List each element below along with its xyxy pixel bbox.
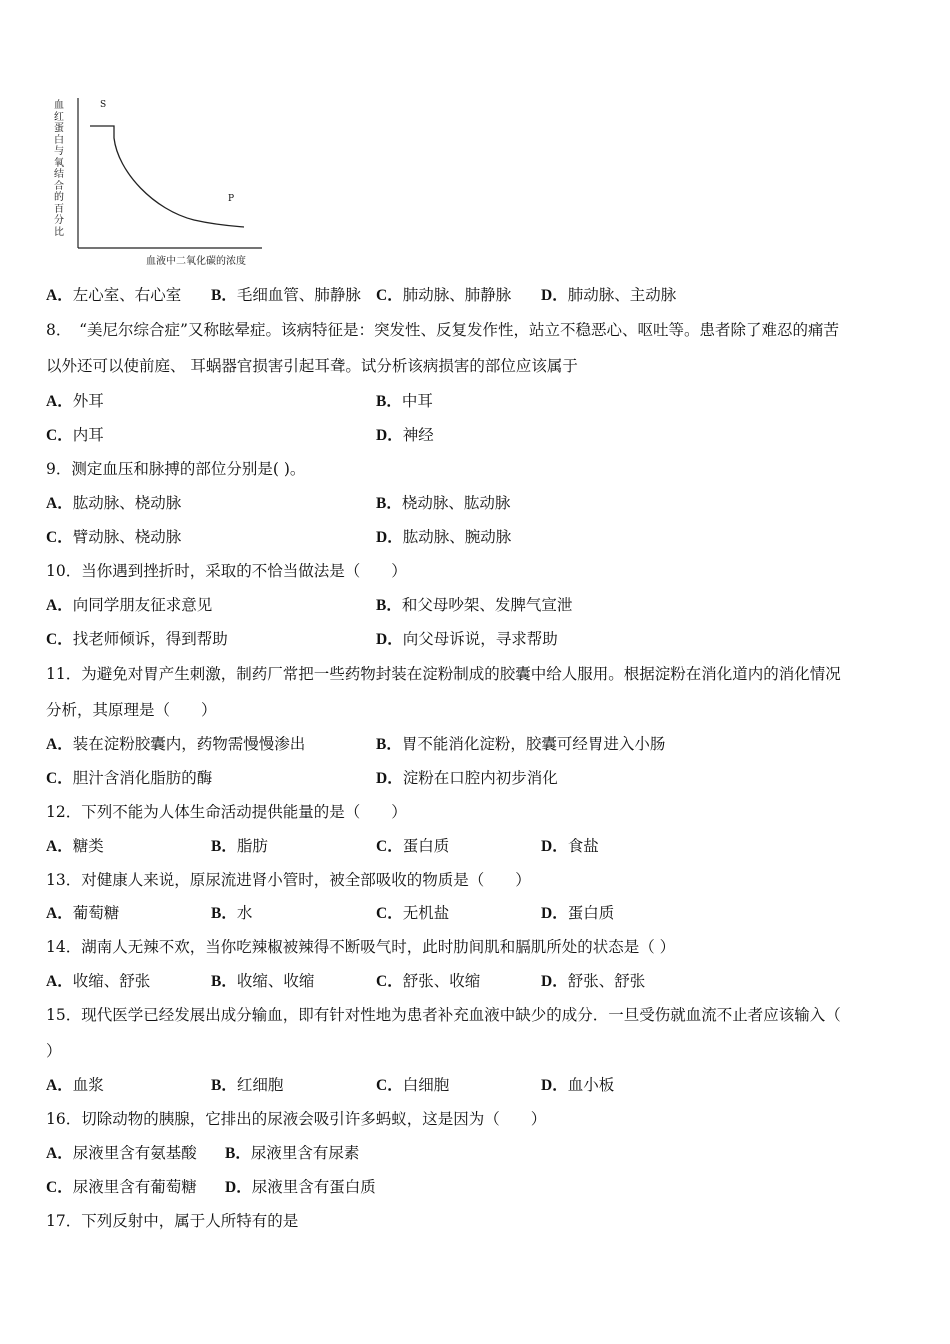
option-text: 糖类 [72,837,104,855]
option-text: 外耳 [72,392,104,410]
option-text: 脂肪 [236,837,268,855]
option-text: 桡动脉、肱动脉 [401,494,511,512]
option-text: 收缩、收缩 [236,972,315,990]
option-text: 尿液里含有葡萄糖 [72,1178,197,1196]
option-letter: D． [376,770,403,787]
q12-option-d [541,836,599,857]
option-letter: D． [541,1077,568,1094]
option-letter: A． [46,1145,73,1162]
option-text: 胃不能消化淀粉，胶囊可经胃进入小肠 [401,735,666,753]
q13-stem: 13．对健康人来说，原尿流进肾小管时，被全部吸收的物质是（ ） [46,871,531,889]
option-letter: B． [211,973,237,990]
q8-option-c [46,425,104,446]
option-letter: D． [541,838,568,855]
q14-stem: 14．湖南人无辣不欢，当你吃辣椒被辣得不断吸气时，此时肋间肌和膈肌所处的状态是（ ） [46,938,676,956]
option-text: 尿液里含有尿素 [250,1144,360,1162]
q13-option-b [211,903,252,924]
q15-option-d [541,1075,614,1096]
option-text: 食盐 [567,837,599,855]
option-letter: D． [541,973,568,990]
q9-option-d [376,527,511,548]
q8-stem-line1: 8． “美尼尔综合症”又称眩晕症。该病特征是：突发性、反复发作性，站立不稳恶心、呕吐等。患者除了难忍的痛苦 [46,321,839,339]
option-letter: A． [46,1077,73,1094]
q10-option-c [46,629,228,650]
option-letter: D． [376,529,403,546]
option-letter: D． [376,631,403,648]
option-text: 内耳 [72,426,104,444]
q16-option-a [46,1143,197,1164]
option-text: 臂动脉、桡动脉 [72,528,182,546]
option-text: 蛋白质 [402,837,450,855]
q16-stem: 16．切除动物的胰腺，它排出的尿液会吸引许多蚂蚁，这是因为（ ） [46,1110,547,1128]
option-letter: D． [376,427,403,444]
option-letter: A． [46,393,73,410]
curve-figure [44,92,274,272]
q15-option-c [376,1075,449,1096]
option-text: 血小板 [567,1076,615,1094]
q8-stem-line2: 以外还可以使前庭、 耳蜗器官损害引起耳聋。试分析该病损害的部位应该属于 [46,357,578,375]
option-letter: C． [376,838,403,855]
option-letter: B． [376,393,402,410]
option-letter: C． [376,905,403,922]
q9-option-b [376,493,510,514]
option-text: 向父母诉说，寻求帮助 [402,630,558,648]
q12-option-b [211,836,268,857]
option-text: 淀粉在口腔内初步消化 [402,769,558,787]
q10-option-a [46,595,212,616]
option-letter: B． [211,905,237,922]
q15-option-a [46,1075,104,1096]
option-text: 收缩、舒张 [72,972,151,990]
option-letter: B． [211,287,237,304]
option-letter: D． [541,287,568,304]
q7-option-b [211,285,361,306]
option-letter: A． [46,973,73,990]
option-text: 肱动脉、腕动脉 [402,528,512,546]
q15-option-b [211,1075,283,1096]
q10-stem: 10．当你遇到挫折时，采取的不恰当做法是（ ） [46,562,407,580]
option-text: 白细胞 [402,1076,450,1094]
option-letter: C． [46,427,73,444]
q14-option-c [376,971,480,992]
q7-option-c [376,285,511,306]
option-letter: B． [211,838,237,855]
option-text: 蛋白质 [567,904,615,922]
q11-option-d [376,768,558,789]
option-text: 肱动脉、桡动脉 [72,494,182,512]
option-letter: B． [376,597,402,614]
option-text: 向同学朋友征求意见 [72,596,213,614]
saturation-curve [90,126,244,227]
option-letter: B． [376,736,402,753]
option-text: 葡萄糖 [72,904,120,922]
option-letter: A． [46,495,73,512]
option-text: 肺动脉、肺静脉 [402,286,512,304]
q11-stem-line1: 11．为避免对胃产生刺激，制药厂常把一些药物封装在淀粉制成的胶囊中给人服用。根据淀粉在消化道内的消化情况 [46,665,841,683]
q10-option-d [376,629,558,650]
option-text: 舒张、舒张 [567,972,646,990]
q7-option-d [541,285,676,306]
y-axis-label: 血红蛋白与氧结合的百分比 [54,100,64,238]
option-letter: C． [376,973,403,990]
option-text: 中耳 [401,392,433,410]
q11-option-b [376,734,665,755]
q8-option-d [376,425,434,446]
q9-option-a [46,493,181,514]
q13-option-c [376,903,449,924]
option-letter: D． [225,1179,252,1196]
option-text: 找老师倾诉，得到帮助 [72,630,228,648]
x-axis-label: 血液中二氧化碳的浓度 [146,256,246,267]
option-letter: A． [46,736,73,753]
q15-stem-line2: ） [46,1042,62,1060]
q14-option-b [211,971,314,992]
option-text: 胆汁含消化脂肪的酶 [72,769,213,787]
option-letter: D． [541,905,568,922]
option-letter: B． [211,1077,237,1094]
option-text: 神经 [402,426,434,444]
option-letter: B． [376,495,402,512]
q16-option-c [46,1177,197,1198]
option-text: 水 [236,904,253,922]
q12-stem: 12．下列不能为人体生命活动提供能量的是（ ） [46,803,407,821]
q12-option-a [46,836,104,857]
q12-option-c [376,836,449,857]
q11-stem-line2: 分析，其原理是（ ） [46,701,217,719]
q11-option-c [46,768,212,789]
q7-option-a [46,285,181,306]
option-text: 肺动脉、主动脉 [567,286,677,304]
q10-option-b [376,595,572,616]
q13-option-a [46,903,119,924]
option-text: 和父母吵架、发脾气宣泄 [401,596,573,614]
q14-option-d [541,971,645,992]
q16-option-b [225,1143,359,1164]
option-letter: A． [46,287,73,304]
option-letter: C． [376,1077,403,1094]
option-text: 无机盐 [402,904,450,922]
option-text: 舒张、收缩 [402,972,481,990]
point-s-label: S [100,100,107,110]
option-text: 红细胞 [236,1076,284,1094]
q11-option-a [46,734,305,755]
option-text: 装在淀粉胶囊内，药物需慢慢渗出 [72,735,306,753]
point-p-label: P [228,194,235,204]
q17-stem: 17．下列反射中，属于人所特有的是 [46,1212,299,1230]
option-text: 尿液里含有氨基酸 [72,1144,197,1162]
option-letter: C． [46,631,73,648]
option-letter: C． [46,529,73,546]
q8-option-b [376,391,433,412]
option-text: 血浆 [72,1076,104,1094]
option-letter: C． [46,1179,73,1196]
q9-stem: 9．测定血压和脉搏的部位分别是( )。 [46,460,306,478]
option-text: 左心室、右心室 [72,286,182,304]
option-text: 尿液里含有蛋白质 [251,1178,376,1196]
q16-option-d [225,1177,376,1198]
option-letter: A． [46,905,73,922]
option-letter: C． [376,287,403,304]
q9-option-c [46,527,181,548]
option-letter: C． [46,770,73,787]
option-letter: B． [225,1145,251,1162]
curve-graph [44,92,274,272]
option-text: 毛细血管、肺静脉 [236,286,361,304]
q14-option-a [46,971,150,992]
option-letter: A． [46,838,73,855]
option-letter: A． [46,597,73,614]
q8-option-a [46,391,104,412]
q15-stem-line1: 15．现代医学已经发展出成分输血，即有针对性地为患者补充血液中缺少的成分．一旦受伤就血流不止者应该输入（ [46,1006,841,1024]
q13-option-d [541,903,614,924]
